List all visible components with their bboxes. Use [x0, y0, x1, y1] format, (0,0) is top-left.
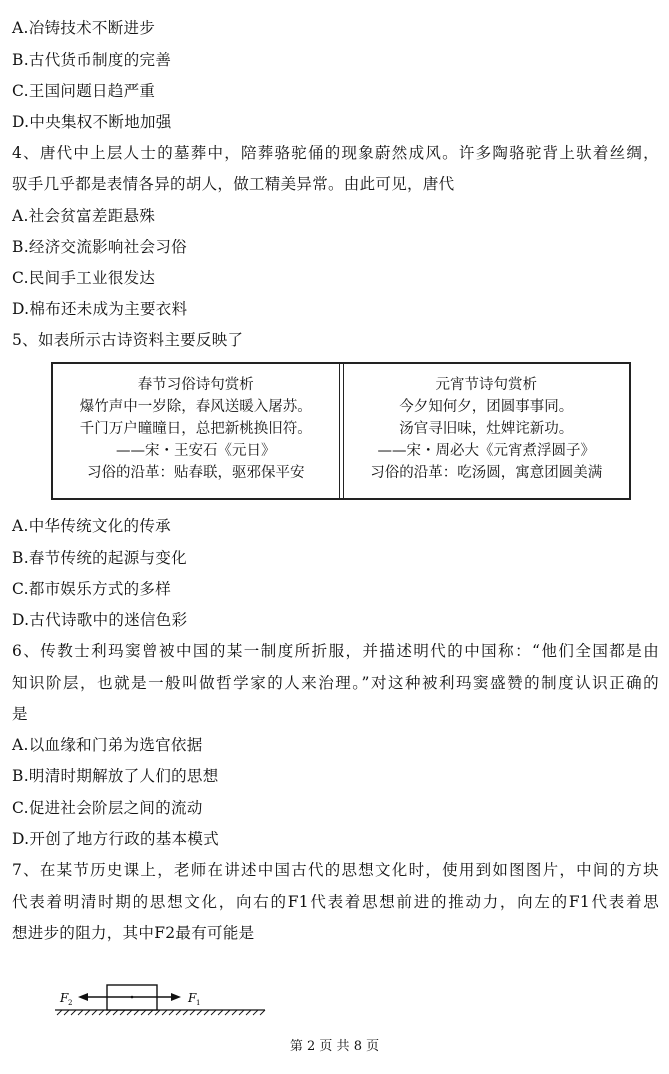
left-custom: 习俗的沿革：贴春联，驱邪保平安 — [87, 465, 305, 481]
right-custom: 习俗的沿革：吃汤圆，寓意团圆美满 — [370, 465, 603, 481]
right-arrow-icon — [171, 993, 181, 1001]
left-arrow-icon — [78, 993, 88, 1001]
q4-option-c: C.民间手工业很发达 — [12, 269, 156, 287]
q6-stem-line2: 知识阶层，也就是一般叫做哲学家的人来治理。”对这种被利玛窦盛赞的制度认识正确的 — [12, 674, 659, 692]
q4-option-a: A.社会贫富差距悬殊 — [12, 207, 156, 225]
q7-stem-line3: 想进步的阻力，其中F2最有可能是 — [12, 924, 255, 942]
left-poem-line1: 爆竹声中一岁除，春风送暖入屠苏。 — [79, 399, 312, 415]
poem-table — [51, 362, 631, 500]
q3-option-d: D.中央集权不断地加强 — [12, 113, 172, 131]
q4-stem-line2: 驭手几乎都是表情各异的胡人，做工精美异常。由此可见，唐代 — [12, 175, 455, 193]
q6-option-a: A.以血缘和门弟为选官依据 — [12, 736, 203, 754]
page-footer: 第 2 页 共 8 页 — [289, 1039, 380, 1054]
q5-option-a: A.中华传统文化的传承 — [12, 517, 171, 535]
q3-option-b: B.古代货币制度的完善 — [12, 51, 172, 69]
q3-option-a: A.冶铸技术不断进步 — [12, 19, 156, 37]
right-poem-line1: 今夕知何夕，团圆事事同。 — [399, 399, 574, 415]
q6-option-b: B.明清时期解放了人们的思想 — [12, 767, 219, 785]
f1-subscript: 1 — [196, 999, 201, 1007]
q3-option-c: C.王国问题日趋严重 — [12, 82, 156, 100]
q4-option-d: D.棉布还未成为主要衣料 — [12, 300, 188, 318]
right-source: ——宋・周必大《元宵煮浮圆子》 — [377, 443, 595, 459]
q4-stem-line1: 4、唐代中上层人士的墓葬中，陪葬骆驼俑的现象蔚然成风。许多陶骆驼背上驮着丝绸， — [12, 144, 659, 162]
right-heading: 元宵节诗句赏析 — [435, 377, 537, 393]
force-diagram — [40, 975, 270, 1025]
left-poem-line2: 千门万户曈曈日，总把新桃换旧符。 — [79, 421, 312, 437]
f1-label: F — [188, 991, 197, 1005]
q5-stem: 5、如表所示古诗资料主要反映了 — [12, 331, 244, 349]
left-source: ——宋・王安石《元日》 — [116, 443, 276, 459]
q6-option-d: D.开创了地方行政的基本模式 — [12, 830, 220, 848]
q5-option-c: C.都市娱乐方式的多样 — [12, 580, 172, 598]
left-heading: 春节习俗诗句赏析 — [137, 377, 254, 393]
q4-option-b: B.经济交流影响社会习俗 — [12, 238, 187, 256]
right-poem-line2: 汤官寻旧味，灶婢诧新功。 — [399, 421, 574, 437]
q7-stem-line1: 7、在某节历史课上，老师在讲述中国古代的思想文化时，使用到如图图片，中间的方块 — [12, 861, 659, 879]
f2-subscript: 2 — [68, 999, 73, 1007]
poem-table-left-column — [53, 364, 340, 498]
q6-option-c: C.促进社会阶层之间的流动 — [12, 799, 203, 817]
q6-stem-line1: 6、传教士利玛窦曾被中国的某一制度所折服，并描述明代的中国称：“他们全国都是由 — [12, 642, 659, 660]
poem-table-right-column — [343, 364, 630, 498]
q5-option-b: B.春节传统的起源与变化 — [12, 549, 187, 567]
f2-label: F — [60, 991, 69, 1005]
q5-option-d: D.古代诗歌中的迷信色彩 — [12, 611, 188, 629]
q7-stem-line2: 代表着明清时期的思想文化，向右的F1代表着思想前进的推动力，向左的F1代表着思 — [12, 893, 659, 911]
q6-stem-line3: 是 — [12, 705, 28, 723]
